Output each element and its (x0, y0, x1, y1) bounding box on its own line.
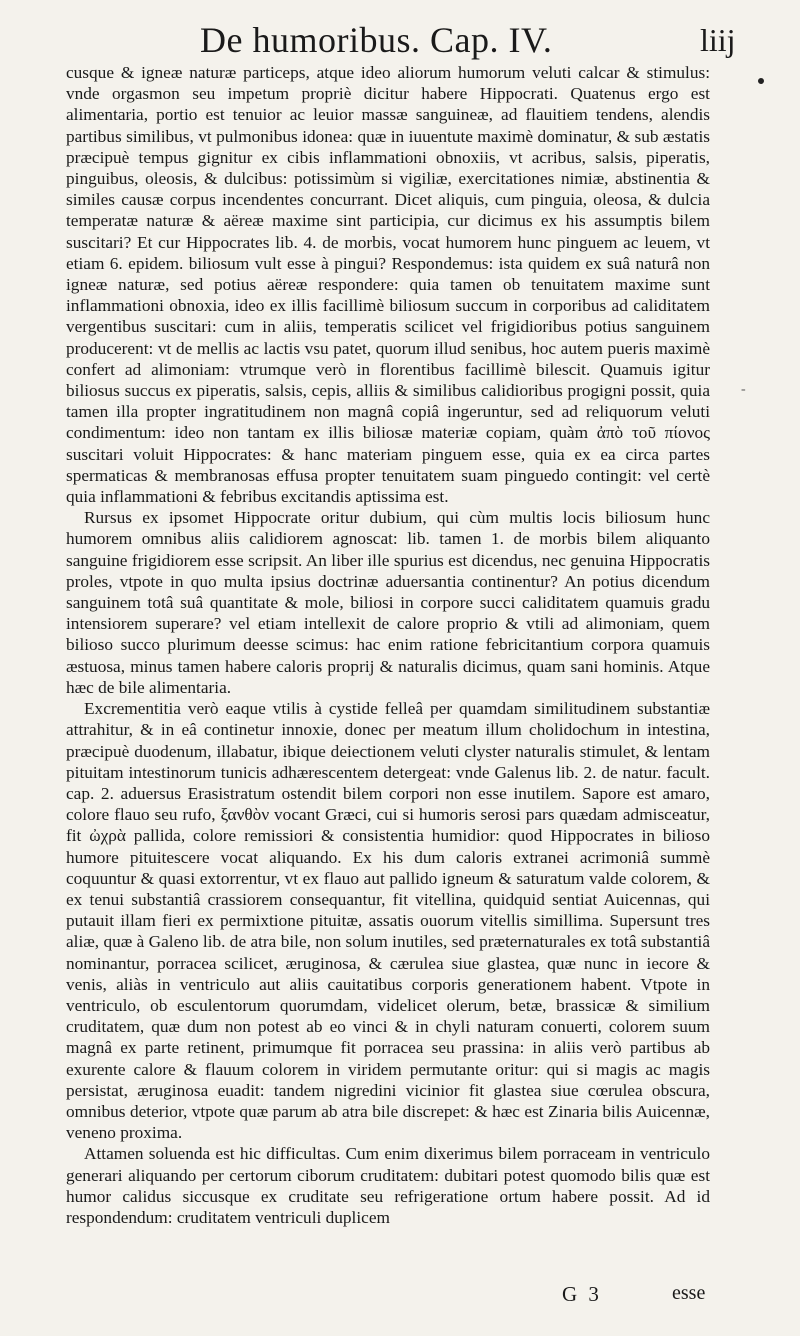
running-title: De humoribus. Cap. IV. (200, 20, 553, 60)
margin-mark: - (741, 382, 746, 397)
catchword: esse (672, 1282, 706, 1304)
paragraph-1: cusque & igneæ naturæ particeps, atque ideo aliorum humorum veluti calcar & stimulus: vnde orgasmon seu impetum propriè dicitur habere Hippocrati. Quatenus ergo est alimentaria, portio est tenuior ac leuior massæ sanguineæ, ad flauitiem tendens, alendis partibus similibus, vt pulmonibus idonea: quæ in iuuentute maximè dominatur, & sub æstatis præcipuè tempus gignitur ex cibis inflammationi obnoxiis, vt acribus, salsis, piperatis, pinguibus, oleosis, & dulcibus: potissimùm si vigiliæ, exercitationes nimiæ, abstinentia & similes causæ corpus incendentes concurrant. Dicet aliquis, cum pinguia, oleosa, & dulcia temperatæ naturæ & aëreæ maxime sint participia, cur dicimus ex his assumptis bilem suscitari? Et cur Hippocrates lib. 4. de morbis, vocat humorem hunc pinguem ac leuem, vt etiam 6. epidem. biliosum vult esse à pingui? Respondemus: ista quidem ex suâ naturâ non igneæ naturæ, sed potius aëreæ respondere: quia tamen ob tenuitatem maxime sunt inflammationi obnoxia, ideo ex illis facillimè biliosum succum in corporibus ad caliditatem vergentibus suscitari: cum in aliis, temperatis scilicet vel frigidioribus potius sanguinem producerent: vt de mellis ac lactis vsu patet, quorum illud senibus, hoc autem pueris maximè confert ad alimoniam: vtrumque verò in florentibus facillimè bilescit. Quamuis igitur biliosus succus ex piperatis, salsis, cepis, alliis & similibus calidioribus progigni possit, quia tamen illa propter ingratitudinem non magnâ copiâ ingeruntur, sed ad reliquorum veluti condimentum: ideo non tantam ex illis biliosæ materiæ copiam, quàm ἀπὸ τοῦ πίονος suscitari voluit Hippocrates: & hanc materiam pinguem esse, quia ex ea circa partes spermaticas & membranosas effusa propter tenuitatem suam pinguedo contingit: vel certè quia inflammationi & febribus excitandis aptissima est. (66, 63, 710, 507)
paragraph-2: Rursus ex ipsomet Hippocrate oritur dubium, qui cùm multis locis biliosum hunc humorem omnibus aliis calidiorem agnoscat: lib. tamen 1. de morbis bilem aliquanto sanguine frigidiorem esse scripsit. An liber ille spurius est dicendus, nec genuina Hippocratis proles, vtpote in quo multa ipsius doctrinæ aduersantia continentur? An potius dicendum sanguinem totâ suâ quantitate & mole, biliosi in corpore succi caliditatem quamuis gradu intensiorem superare? vel etiam intellexit de calore proprio & vtili ad alimoniam, quem bilioso succo plurimum deesse scimus: hac enim ratione febricitantium corpora quamuis æstuosa, minus tamen habere caloris proprij & naturalis dicimus, quam sani hominis. Atque hæc de bile alimentaria. (66, 508, 710, 697)
page-footer (0, 1282, 800, 1312)
page-header (0, 18, 800, 62)
paragraph-4: Attamen soluenda est hic difficultas. Cum enim dixerimus bilem porraceam in ventriculo generari aliquando per certorum ciborum cruditatem: dubitari potest quomodo bilis quæ est humor calidus siccusque ex cruditate seu refrigeratione ortum habere possit. Ad id respondendum: cruditatem ventriculi duplicem (66, 1144, 710, 1227)
paragraph-3: Excrementitia verò eaque vtilis à cystide felleâ per quamdam similitudinem substantiæ attrahitur, & in eâ continetur innoxie, donec per meatum illum cholidochum in intestina, præcipuè duodenum, illabatur, ibique deiectionem veluti clyster naturalis stimulet, & lentam pituitam intestinorum tunicis adhærescentem detergeat: vnde Galenus lib. 2. de natur. facult. cap. 2. aduersus Erasistratum ostendit bilem corpori non esse inutilem. Sapore est amaro, colore flauo seu rufo, ξανθὸν vocant Græci, cui si humoris serosi pars quædam admisceatur, fit ὠχρὰ pallida, colore remissiori & consistentia humidior: quod Hippocrates in bilioso humore pituitescere vocat aliquando. Ex his dum caloris extranei acrimoniâ summè coquuntur & quasi extorrentur, vt ex flauo aut pallido igneum & saturatum valde colorem, & ex tenui substantiâ crassiorem consequantur, fit vitellina, quidquid sentiat Auicennas, qui putauit illam fieri ex permixtione pituitæ, assatis ouorum vitellis simillima. Supersunt tres aliæ, quæ à Galeno lib. de atra bile, non solum inutiles, sed præternaturales ex totâ substantiâ nominantur, porracea scilicet, æruginosa, & cærulea siue glastea, quæ nunc in iecore & venis, aliàs in ventriculo aut aliis cauitatibus corporis generationem habent. Vtpote in ventriculo, ob esculentorum quorumdam, videlicet olerum, betæ, brassicæ & similium cruditatem, quæ dum non potest ab eo vinci & in chyli naturam conuerti, colorem suum magnâ ex parte retinent, primumque fit porracea seu prassina: in aliis verò partibus ab exurente calore & flauum colorem in viridem permutante oritur: qui si magis ac magis persistat, æruginosa euadit: tandem nigredini vicinior fit glastea siue cœrulea obscura, omnibus deterior, vtpote quæ parum ab atra bile discrepet: & hæc est Zinaria bilis Auicennæ, veneno proxima. (66, 699, 710, 1143)
body-text (66, 62, 710, 1228)
signature-mark: G 3 (562, 1282, 602, 1306)
folio-number: liij (700, 22, 736, 58)
ink-spot (758, 78, 764, 84)
